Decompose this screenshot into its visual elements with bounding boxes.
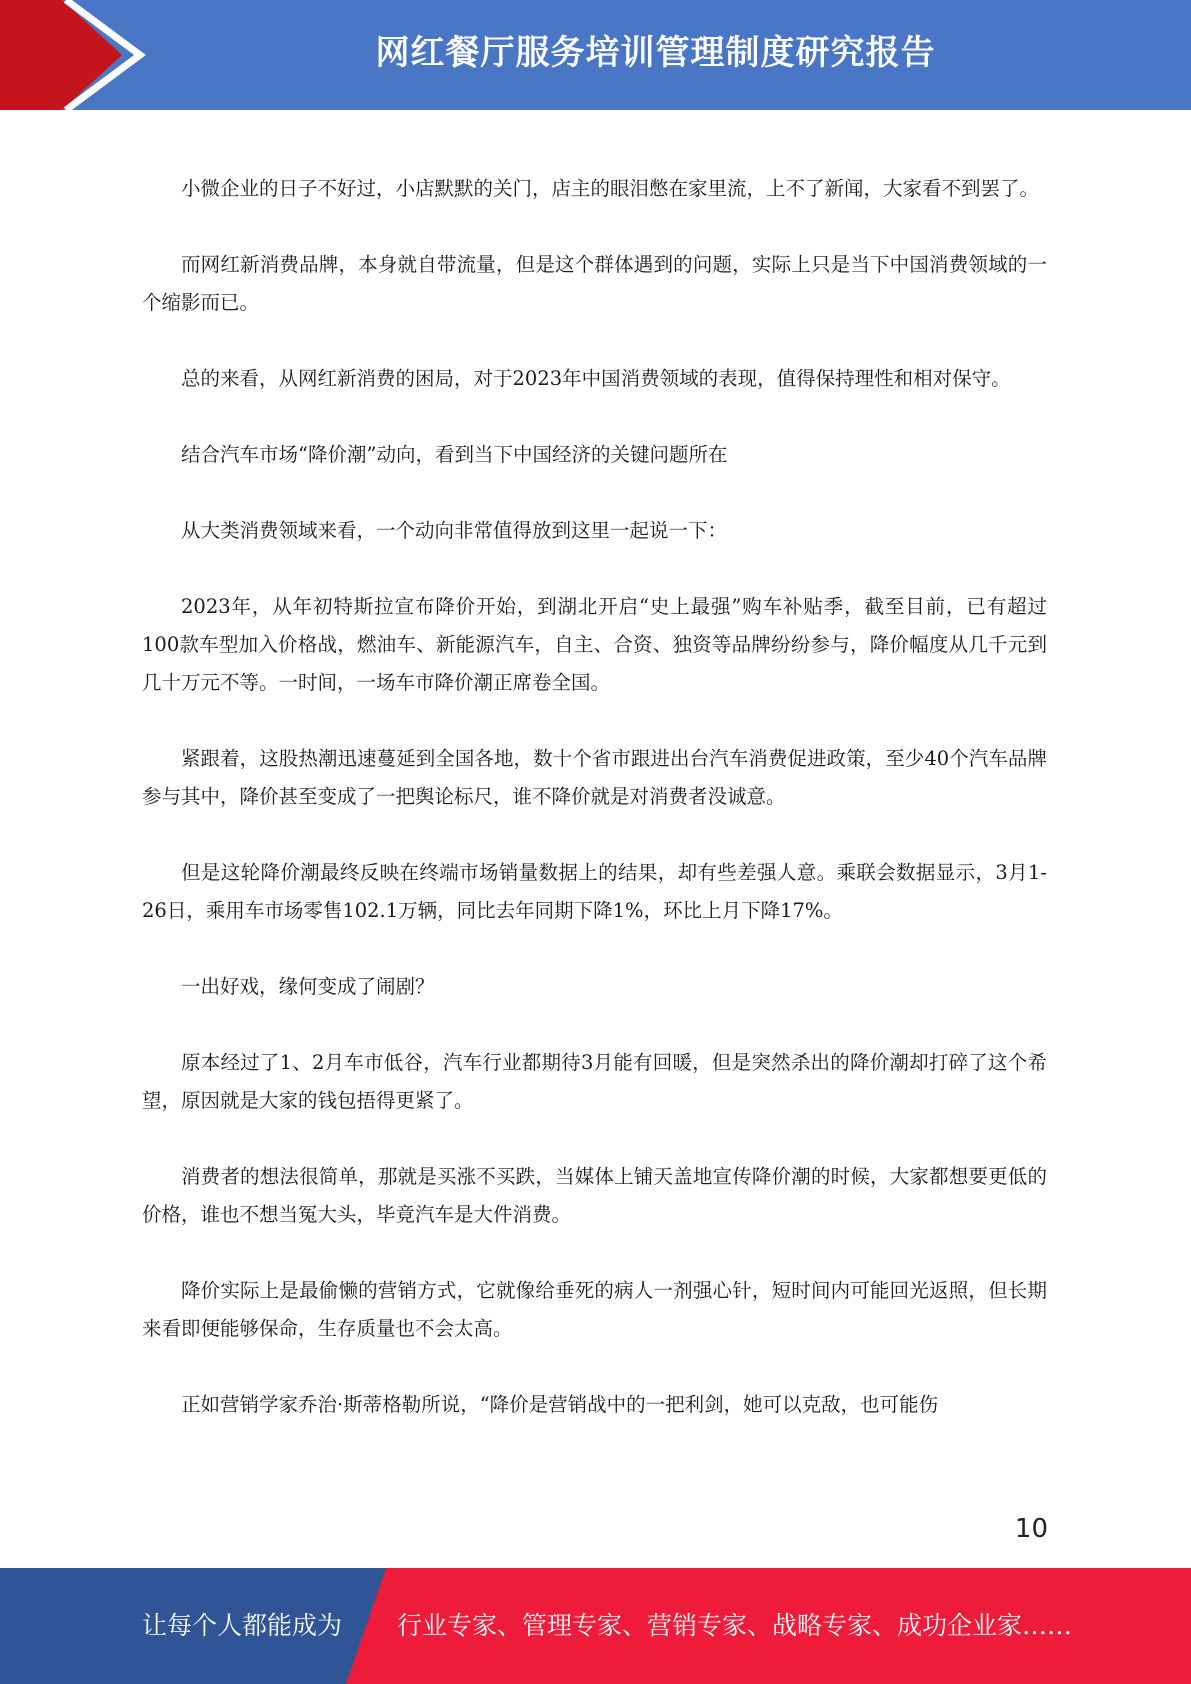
document-body [142,170,1047,1462]
page-number: 10 [1014,1514,1048,1544]
paragraph: 消费者的想法很简单，那就是买涨不买跌，当媒体上铺天盖地宣传降价潮的时候，大家都想要更低的价格，谁也不想当冤大头，毕竟汽车是大件消费。 [142,1165,1047,1226]
footer-slogan-right: 行业专家、管理专家、营销专家、战略专家、成功企业家…… [397,1611,1073,1640]
paragraph: 从大类消费领域来看，一个动向非常值得放到这里一起说一下： [181,519,728,542]
paragraph: 2023年，从年初特斯拉宣布降价开始，到湖北开启“史上最强”购车补贴季，截至目前，已有超过100款车型加入价格战，燃油车、新能源汽车，自主、合资、独资等品牌纷纷参与，降价幅度从几千元到几十万元不等。一时间，一场车市降价潮正席卷全国。 [142,595,1047,694]
page-footer [0,1568,1191,1684]
paragraph: 结合汽车市场“降价潮”动向，看到当下中国经济的关键问题所在 [181,443,728,466]
paragraph: 小微企业的日子不好过，小店默默的关门，店主的眼泪憋在家里流，上不了新闻，大家看不到罢了。 [181,177,1040,200]
page-header [0,0,1191,110]
footer-slogan-left: 让每个人都能成为 [142,1611,343,1640]
paragraph: 而网红新消费品牌，本身就自带流量，但是这个群体遇到的问题，实际上只是当下中国消费领域的一个缩影而已。 [142,253,1047,314]
paragraph: 降价实际上是最偷懒的营销方式，它就像给垂死的病人一剂强心针，短时间内可能回光返照，但长期来看即便能够保命，生存质量也不会太高。 [142,1279,1047,1340]
red-chevron-icon [0,0,160,110]
paragraph: 紧跟着，这股热潮迅速蔓延到全国各地，数十个省市跟进出台汽车消费促进政策，至少40个汽车品牌参与其中，降价甚至变成了一把舆论标尺，谁不降价就是对消费者没诚意。 [142,747,1047,808]
report-title: 网红餐厅服务培训管理制度研究报告 [375,33,936,73]
paragraph: 一出好戏，缘何变成了闹剧？ [181,975,435,998]
paragraph: 但是这轮降价潮最终反映在终端市场销量数据上的结果，却有些差强人意。乘联会数据显示，3月1-26日，乘用车市场零售102.1万辆，同比去年同期下降1%，环比上月下降17%。 [142,861,1047,922]
paragraph: 正如营销学家乔治·斯蒂格勒所说，“降价是营销战中的一把利剑，她可以克敌，也可能伤 [181,1393,939,1416]
paragraph: 总的来看，从网红新消费的困局，对于2023年中国消费领域的表现，值得保持理性和相对保守。 [181,367,1011,390]
paragraph: 原本经过了1、2月车市低谷，汽车行业都期待3月能有回暖，但是突然杀出的降价潮却打碎了这个希望，原因就是大家的钱包捂得更紧了。 [142,1051,1047,1112]
